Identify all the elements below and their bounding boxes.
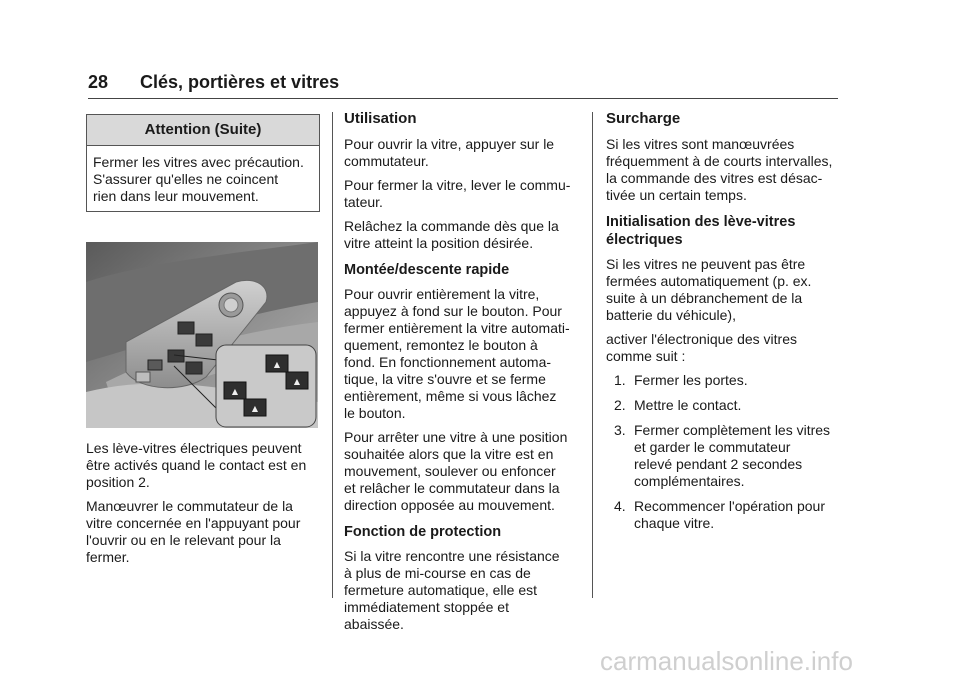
svg-text:▲: ▲ [293, 377, 301, 386]
attention-box [86, 114, 320, 212]
step-number: 3. [614, 422, 626, 438]
paragraph: activer l'électronique des vitres comme suit : [606, 331, 797, 364]
list-item [606, 397, 842, 414]
column-right [606, 110, 842, 540]
attention-title: Attention (Suite) [87, 115, 319, 146]
paragraph: Pour arrêter une vitre à une position souhaitée alors que la vitre est en mouvement, soulever ou enfoncer et relâcher le commutateur dans la direction opposée au mouvement. [344, 429, 568, 513]
step-number: 1. [614, 372, 626, 388]
list-item [606, 498, 842, 532]
step-text: Mettre le contact. [634, 397, 742, 413]
paragraph: Manœuvrer le commutateur de la vitre concernée en l'appuyant pour l'ouvrir ou en le relevant pour la fermer. [86, 498, 301, 565]
subsection-heading: Montée/descente rapide [344, 262, 510, 278]
step-text: Fermer complètement les vitres et garder le commutateur relevé pendant 2 secondes complémentaires. [634, 422, 831, 489]
svg-text:▲: ▲ [273, 360, 281, 369]
paragraph: Relâchez la commande dès que la vitre atteint la position désirée. [344, 218, 559, 251]
subsection-heading: Fonction de protection [344, 524, 502, 540]
paragraph: Si les vitres ne peuvent pas être fermées automatiquement (p. ex. suite à un débranchement de la batterie du véhicule), [606, 256, 812, 323]
step-number: 2. [614, 397, 626, 413]
column-divider [332, 112, 333, 598]
paragraph: Pour fermer la vitre, lever le commu- tateur. [344, 177, 571, 210]
attention-text: Fermer les vitres avec précaution. S'assurer qu'elles ne coincent rien dans leur mouvement. [93, 154, 304, 204]
paragraph: Pour ouvrir entièrement la vitre, appuyez à fond sur le bouton. Pour fermer entièrement la vitre automati- quement, remontez le bouton à fond. En fonctionnement automa- tique, la vitre s'ouvre et se ferme entièrement, même si vous lâchez le bouton. [344, 286, 570, 421]
list-item [606, 422, 842, 490]
column-divider [592, 112, 593, 598]
subsection-heading: Initialisation des lève-vitres électriques [606, 214, 796, 248]
step-text: Recommencer l'opération pour chaque vitre. [634, 498, 825, 531]
column-middle [344, 110, 578, 640]
page-header [88, 72, 838, 99]
section-heading: Utilisation [344, 110, 417, 127]
section-heading: Surcharge [606, 110, 681, 127]
column-left [86, 110, 320, 573]
step-number: 4. [614, 498, 626, 514]
svg-text:▲: ▲ [251, 404, 259, 413]
paragraph: Les lève-vitres électriques peuvent être activés quand le contact est en position 2. [86, 440, 307, 490]
paragraph: Pour ouvrir la vitre, appuyer sur le commutateur. [344, 136, 555, 169]
svg-text:▲: ▲ [231, 387, 239, 396]
window-switch-photo [86, 242, 318, 428]
page-number: 28 [88, 72, 109, 92]
list-item [606, 372, 842, 389]
paragraph: Si la vitre rencontre une résistance à plus de mi-course en cas de fermeture automatique, elle est immédiatement stoppée et abaissée. [344, 548, 560, 632]
watermark: carmanualsonline.info [600, 646, 853, 676]
chapter-title: Clés, portières et vitres [140, 72, 340, 92]
step-text: Fermer les portes. [634, 372, 748, 388]
paragraph: Si les vitres sont manœuvrées fréquemment à de courts intervalles, la commande des vitres est désac- tivée un certain temps. [606, 136, 833, 203]
steps-list [606, 372, 842, 532]
